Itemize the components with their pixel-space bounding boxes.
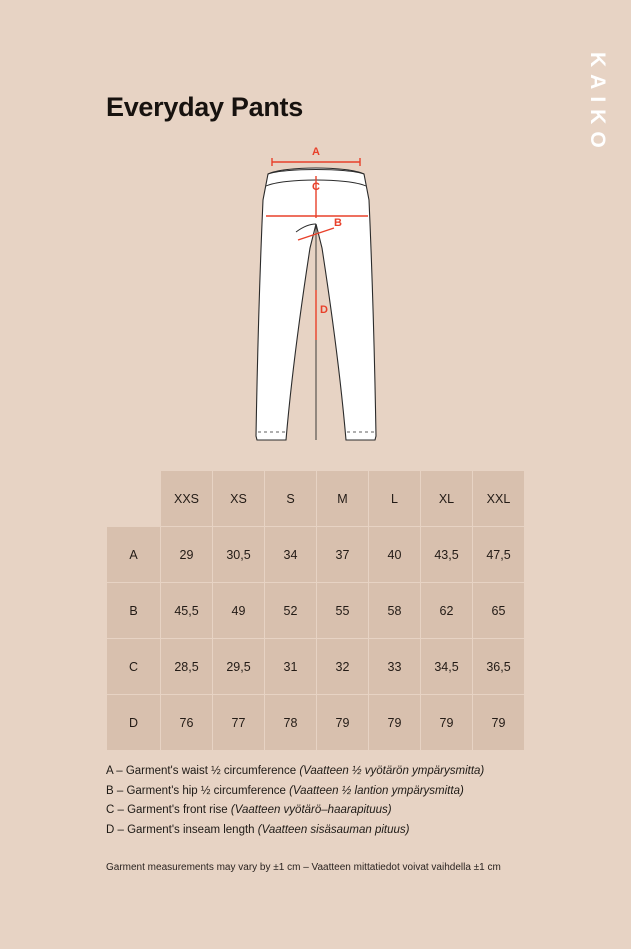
cell-b-s: 52 (265, 583, 317, 639)
legend-item-a (106, 762, 566, 782)
illus-label-d: D (320, 304, 328, 316)
row-label-b: B (107, 583, 161, 639)
legend-a-fi: (Vaatteen ½ vyötärön ympärysmitta) (299, 765, 485, 777)
table-row (107, 583, 525, 639)
row-label-c: C (107, 639, 161, 695)
col-header-l: L (369, 471, 421, 527)
legend-item-d (106, 821, 566, 841)
cell-d-xxs: 76 (161, 695, 213, 751)
col-header-xl: XL (421, 471, 473, 527)
cell-a-xl: 43,5 (421, 527, 473, 583)
legend-d-fi: (Vaatteen sisäsauman pituus) (257, 823, 410, 836)
cell-c-xs: 29,5 (213, 639, 265, 695)
table-header-row (107, 471, 525, 527)
legend-c-en: C – Garment's front rise (106, 804, 228, 816)
cell-a-xxl: 47,5 (473, 527, 525, 583)
pants-illustration (236, 140, 396, 460)
cell-a-l: 40 (369, 527, 421, 583)
col-header-xs: XS (213, 471, 265, 527)
illus-label-a: A (312, 146, 320, 158)
legend-b-fi: (Vaatteen ½ lantion ympärysmitta) (289, 784, 464, 797)
cell-d-xl: 79 (421, 695, 473, 751)
legend (106, 762, 566, 840)
col-header-xxs: XXS (161, 471, 213, 527)
size-table-container (106, 470, 525, 751)
brand-logo: KAIKO (586, 52, 609, 155)
col-header-s: S (265, 471, 317, 527)
row-label-d: D (107, 695, 161, 751)
cell-b-xxl: 65 (473, 583, 525, 639)
cell-c-xxs: 28,5 (161, 639, 213, 695)
cell-b-xl: 62 (421, 583, 473, 639)
cell-a-xxs: 29 (161, 527, 213, 583)
cell-c-xl: 34,5 (421, 639, 473, 695)
cell-c-m: 32 (317, 639, 369, 695)
measurement-note: Garment measurements may vary by ±1 cm – Vaatteen mittatiedot voivat vaihdella ±1 cm (106, 862, 501, 873)
cell-b-xs: 49 (213, 583, 265, 639)
cell-b-m: 55 (317, 583, 369, 639)
col-header-m: M (317, 471, 369, 527)
illus-label-b: B (334, 217, 342, 229)
legend-item-c (106, 801, 566, 821)
cell-a-s: 34 (265, 527, 317, 583)
size-table (106, 470, 525, 751)
cell-c-s: 31 (265, 639, 317, 695)
cell-b-xxs: 45,5 (161, 583, 213, 639)
illus-label-c: C (312, 181, 320, 193)
table-row (107, 527, 525, 583)
table-row (107, 695, 525, 751)
legend-item-b (106, 782, 566, 802)
cell-b-l: 58 (369, 583, 421, 639)
table-row (107, 639, 525, 695)
page-title: Everyday Pants (106, 92, 303, 122)
legend-a-en: A – Garment's waist ½ circumference (106, 765, 297, 777)
cell-a-m: 37 (317, 527, 369, 583)
legend-c-fi: (Vaatteen vyötärö–haarapituus) (230, 804, 392, 816)
row-label-a: A (107, 527, 161, 583)
cell-d-m: 79 (317, 695, 369, 751)
cell-d-xs: 77 (213, 695, 265, 751)
table-corner-cell (107, 471, 161, 527)
cell-c-l: 33 (369, 639, 421, 695)
cell-c-xxl: 36,5 (473, 639, 525, 695)
cell-d-xxl: 79 (473, 695, 525, 751)
cell-d-l: 79 (369, 695, 421, 751)
legend-d-en: D – Garment's inseam length (106, 823, 255, 836)
cell-a-xs: 30,5 (213, 527, 265, 583)
cell-d-s: 78 (265, 695, 317, 751)
legend-b-en: B – Garment's hip ½ circumference (106, 784, 286, 797)
col-header-xxl: XXL (473, 471, 525, 527)
